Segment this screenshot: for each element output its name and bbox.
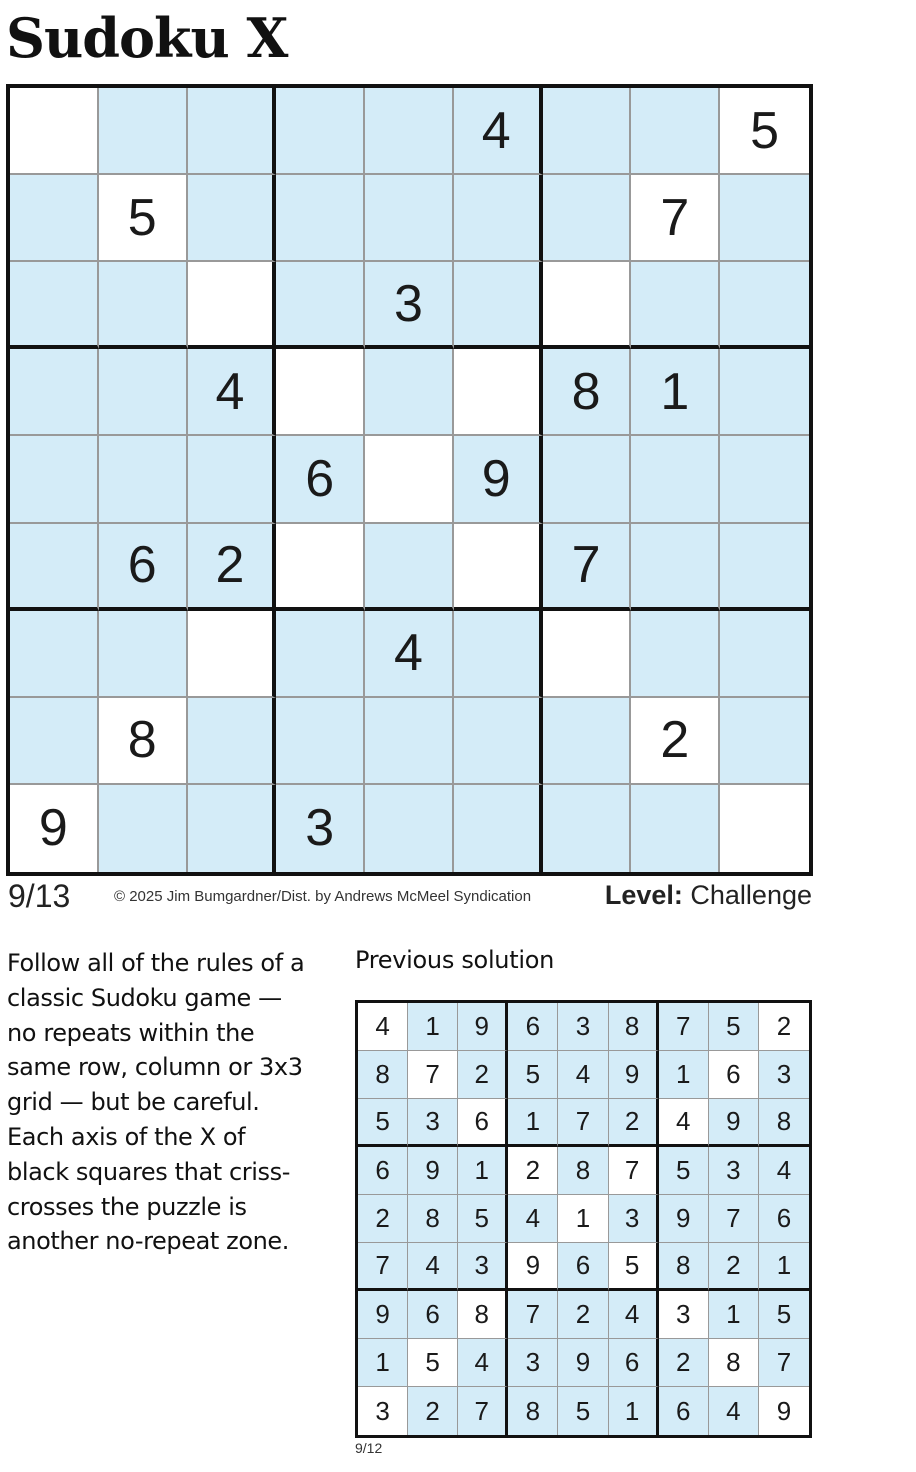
solution-cell-r2c5: 4 bbox=[558, 1051, 608, 1099]
puzzle-cell-r7c7[interactable] bbox=[543, 611, 632, 698]
puzzle-cell-r9c8[interactable] bbox=[631, 785, 720, 872]
solution-cell-r4c4: 2 bbox=[508, 1147, 558, 1195]
solution-cell-r6c8: 2 bbox=[709, 1243, 759, 1291]
puzzle-cell-r1c7[interactable] bbox=[543, 88, 632, 175]
puzzle-cell-r1c6[interactable]: 4 bbox=[454, 88, 543, 175]
solution-cell-r1c1: 4 bbox=[358, 1003, 408, 1051]
puzzle-cell-r4c2[interactable] bbox=[99, 349, 188, 436]
puzzle-cell-r8c8[interactable]: 2 bbox=[631, 698, 720, 785]
puzzle-cell-r8c1[interactable] bbox=[10, 698, 99, 785]
puzzle-cell-r3c5[interactable]: 3 bbox=[365, 262, 454, 349]
puzzle-cell-r5c4[interactable]: 6 bbox=[276, 436, 365, 523]
previous-solution-title: Previous solution bbox=[355, 946, 554, 974]
puzzle-cell-r1c3[interactable] bbox=[188, 88, 277, 175]
solution-cell-r2c1: 8 bbox=[358, 1051, 408, 1099]
puzzle-cell-r7c6[interactable] bbox=[454, 611, 543, 698]
puzzle-cell-r6c7[interactable]: 7 bbox=[543, 524, 632, 611]
puzzle-cell-r7c8[interactable] bbox=[631, 611, 720, 698]
puzzle-cell-r5c3[interactable] bbox=[188, 436, 277, 523]
puzzle-cell-r4c5[interactable] bbox=[365, 349, 454, 436]
solution-cell-r4c1: 6 bbox=[358, 1147, 408, 1195]
solution-cell-r2c9: 3 bbox=[759, 1051, 809, 1099]
puzzle-cell-r4c6[interactable] bbox=[454, 349, 543, 436]
solution-cell-r7c5: 2 bbox=[558, 1291, 608, 1339]
solution-cell-r8c1: 1 bbox=[358, 1339, 408, 1387]
solution-cell-r5c2: 8 bbox=[408, 1195, 458, 1243]
solution-cell-r5c5: 1 bbox=[558, 1195, 608, 1243]
puzzle-cell-r2c5[interactable] bbox=[365, 175, 454, 262]
solution-cell-r6c3: 3 bbox=[458, 1243, 508, 1291]
puzzle-cell-r9c9[interactable] bbox=[720, 785, 809, 872]
puzzle-cell-r8c4[interactable] bbox=[276, 698, 365, 785]
solution-cell-r1c7: 7 bbox=[659, 1003, 709, 1051]
solution-cell-r3c8: 9 bbox=[709, 1099, 759, 1147]
puzzle-cell-r5c2[interactable] bbox=[99, 436, 188, 523]
puzzle-cell-r1c5[interactable] bbox=[365, 88, 454, 175]
solution-cell-r5c4: 4 bbox=[508, 1195, 558, 1243]
puzzle-cell-r2c3[interactable] bbox=[188, 175, 277, 262]
puzzle-cell-r3c8[interactable] bbox=[631, 262, 720, 349]
solution-cell-r6c6: 5 bbox=[609, 1243, 659, 1291]
puzzle-cell-r4c4[interactable] bbox=[276, 349, 365, 436]
solution-cell-r6c7: 8 bbox=[659, 1243, 709, 1291]
puzzle-cell-r3c9[interactable] bbox=[720, 262, 809, 349]
level-value: Challenge bbox=[690, 880, 812, 910]
puzzle-cell-r3c3[interactable] bbox=[188, 262, 277, 349]
puzzle-cell-r8c7[interactable] bbox=[543, 698, 632, 785]
puzzle-cell-r7c9[interactable] bbox=[720, 611, 809, 698]
puzzle-cell-r8c9[interactable] bbox=[720, 698, 809, 785]
puzzle-cell-r3c7[interactable] bbox=[543, 262, 632, 349]
solution-cell-r4c9: 4 bbox=[759, 1147, 809, 1195]
solution-cell-r6c5: 6 bbox=[558, 1243, 608, 1291]
puzzle-cell-r6c9[interactable] bbox=[720, 524, 809, 611]
puzzle-cell-r2c4[interactable] bbox=[276, 175, 365, 262]
solution-cell-r9c2: 2 bbox=[408, 1387, 458, 1435]
puzzle-cell-r7c3[interactable] bbox=[188, 611, 277, 698]
puzzle-cell-r5c8[interactable] bbox=[631, 436, 720, 523]
puzzle-cell-r3c1[interactable] bbox=[10, 262, 99, 349]
solution-cell-r5c9: 6 bbox=[759, 1195, 809, 1243]
solution-cell-r3c5: 7 bbox=[558, 1099, 608, 1147]
puzzle-cell-r5c6[interactable]: 9 bbox=[454, 436, 543, 523]
solution-cell-r7c9: 5 bbox=[759, 1291, 809, 1339]
puzzle-cell-r3c4[interactable] bbox=[276, 262, 365, 349]
solution-cell-r5c6: 3 bbox=[609, 1195, 659, 1243]
solution-cell-r9c9: 9 bbox=[759, 1387, 809, 1435]
puzzle-cell-r4c3[interactable]: 4 bbox=[188, 349, 277, 436]
puzzle-cell-r2c9[interactable] bbox=[720, 175, 809, 262]
puzzle-cell-r1c4[interactable] bbox=[276, 88, 365, 175]
puzzle-cell-r6c6[interactable] bbox=[454, 524, 543, 611]
solution-cell-r3c3: 6 bbox=[458, 1099, 508, 1147]
solution-cell-r9c8: 4 bbox=[709, 1387, 759, 1435]
puzzle-cell-r6c5[interactable] bbox=[365, 524, 454, 611]
solution-cell-r9c5: 5 bbox=[558, 1387, 608, 1435]
solution-cell-r5c7: 9 bbox=[659, 1195, 709, 1243]
puzzle-cell-r6c8[interactable] bbox=[631, 524, 720, 611]
puzzle-cell-r6c2[interactable]: 6 bbox=[99, 524, 188, 611]
puzzle-cell-r3c2[interactable] bbox=[99, 262, 188, 349]
puzzle-cell-r4c7[interactable]: 8 bbox=[543, 349, 632, 436]
rules-text: Follow all of the rules of a classic Sudoku game — no repeats within the same row, column or 3x3 grid — but be careful. Each axis of the X of black squares that criss-crosses the puzzle is another no-repeat zone. bbox=[7, 949, 305, 1256]
solution-cell-r1c9: 2 bbox=[759, 1003, 809, 1051]
puzzle-cell-r7c4[interactable] bbox=[276, 611, 365, 698]
solution-cell-r4c6: 7 bbox=[609, 1147, 659, 1195]
puzzle-cell-r2c7[interactable] bbox=[543, 175, 632, 262]
puzzle-cell-r7c5[interactable]: 4 bbox=[365, 611, 454, 698]
solution-cell-r4c2: 9 bbox=[408, 1147, 458, 1195]
solution-cell-r7c1: 9 bbox=[358, 1291, 408, 1339]
previous-solution-grid bbox=[355, 1000, 812, 1438]
puzzle-cell-r9c6[interactable] bbox=[454, 785, 543, 872]
solution-cell-r3c1: 5 bbox=[358, 1099, 408, 1147]
puzzle-cell-r9c2[interactable] bbox=[99, 785, 188, 872]
solution-cell-r8c6: 6 bbox=[609, 1339, 659, 1387]
solution-cell-r1c8: 5 bbox=[709, 1003, 759, 1051]
puzzle-cell-r7c1[interactable] bbox=[10, 611, 99, 698]
puzzle-cell-r6c4[interactable] bbox=[276, 524, 365, 611]
solution-cell-r9c7: 6 bbox=[659, 1387, 709, 1435]
solution-cell-r3c7: 4 bbox=[659, 1099, 709, 1147]
puzzle-cell-r9c4[interactable]: 3 bbox=[276, 785, 365, 872]
puzzle-cell-r9c1[interactable]: 9 bbox=[10, 785, 99, 872]
solution-cell-r9c3: 7 bbox=[458, 1387, 508, 1435]
solution-cell-r5c8: 7 bbox=[709, 1195, 759, 1243]
solution-cell-r1c2: 1 bbox=[408, 1003, 458, 1051]
solution-cell-r2c7: 1 bbox=[659, 1051, 709, 1099]
solution-cell-r5c3: 5 bbox=[458, 1195, 508, 1243]
puzzle-cell-r6c1[interactable] bbox=[10, 524, 99, 611]
solution-cell-r6c4: 9 bbox=[508, 1243, 558, 1291]
puzzle-cell-r9c3[interactable] bbox=[188, 785, 277, 872]
solution-cell-r2c2: 7 bbox=[408, 1051, 458, 1099]
solution-cell-r7c3: 8 bbox=[458, 1291, 508, 1339]
solution-cell-r7c2: 6 bbox=[408, 1291, 458, 1339]
puzzle-cell-r4c1[interactable] bbox=[10, 349, 99, 436]
puzzle-cell-r7c2[interactable] bbox=[99, 611, 188, 698]
puzzle-cell-r4c8[interactable]: 1 bbox=[631, 349, 720, 436]
puzzle-cell-r1c8[interactable] bbox=[631, 88, 720, 175]
solution-cell-r7c6: 4 bbox=[609, 1291, 659, 1339]
solution-cell-r8c8: 8 bbox=[709, 1339, 759, 1387]
puzzle-cell-r5c7[interactable] bbox=[543, 436, 632, 523]
solution-cell-r6c9: 1 bbox=[759, 1243, 809, 1291]
solution-cell-r4c7: 5 bbox=[659, 1147, 709, 1195]
solution-cell-r1c6: 8 bbox=[609, 1003, 659, 1051]
puzzle-cell-r6c3[interactable]: 2 bbox=[188, 524, 277, 611]
puzzle-cell-r1c9[interactable]: 5 bbox=[720, 88, 809, 175]
solution-cell-r8c4: 3 bbox=[508, 1339, 558, 1387]
solution-cell-r7c4: 7 bbox=[508, 1291, 558, 1339]
puzzle-cell-r5c9[interactable] bbox=[720, 436, 809, 523]
solution-cell-r2c4: 5 bbox=[508, 1051, 558, 1099]
page-title: Sudoku X bbox=[6, 6, 288, 70]
solution-cell-r8c3: 4 bbox=[458, 1339, 508, 1387]
solution-cell-r8c7: 2 bbox=[659, 1339, 709, 1387]
solution-cell-r1c4: 6 bbox=[508, 1003, 558, 1051]
solution-cell-r9c1: 3 bbox=[358, 1387, 408, 1435]
level-label: Level: bbox=[604, 880, 683, 910]
puzzle-cell-r9c7[interactable] bbox=[543, 785, 632, 872]
solution-cell-r1c5: 3 bbox=[558, 1003, 608, 1051]
solution-cell-r2c8: 6 bbox=[709, 1051, 759, 1099]
solution-cell-r4c8: 3 bbox=[709, 1147, 759, 1195]
solution-cell-r3c2: 3 bbox=[408, 1099, 458, 1147]
puzzle-cell-r2c8[interactable]: 7 bbox=[631, 175, 720, 262]
puzzle-cell-r5c1[interactable] bbox=[10, 436, 99, 523]
solution-cell-r2c6: 9 bbox=[609, 1051, 659, 1099]
puzzle-cell-r8c6[interactable] bbox=[454, 698, 543, 785]
puzzle-cell-r1c2[interactable] bbox=[99, 88, 188, 175]
puzzle-cell-r3c6[interactable] bbox=[454, 262, 543, 349]
solution-cell-r7c7: 3 bbox=[659, 1291, 709, 1339]
puzzle-cell-r2c6[interactable] bbox=[454, 175, 543, 262]
puzzle-cell-r1c1[interactable] bbox=[10, 88, 99, 175]
solution-cell-r8c2: 5 bbox=[408, 1339, 458, 1387]
solution-cell-r4c3: 1 bbox=[458, 1147, 508, 1195]
difficulty-level bbox=[605, 880, 812, 911]
puzzle-cell-r8c3[interactable] bbox=[188, 698, 277, 785]
solution-cell-r6c1: 7 bbox=[358, 1243, 408, 1291]
puzzle-grid bbox=[6, 84, 813, 876]
solution-cell-r7c8: 1 bbox=[709, 1291, 759, 1339]
solution-cell-r8c5: 9 bbox=[558, 1339, 608, 1387]
solution-cell-r4c5: 8 bbox=[558, 1147, 608, 1195]
puzzle-cell-r2c2[interactable]: 5 bbox=[99, 175, 188, 262]
solution-cell-r5c1: 2 bbox=[358, 1195, 408, 1243]
previous-solution-date: 9/12 bbox=[355, 1440, 383, 1456]
solution-cell-r9c6: 1 bbox=[609, 1387, 659, 1435]
puzzle-cell-r2c1[interactable] bbox=[10, 175, 99, 262]
puzzle-cell-r8c5[interactable] bbox=[365, 698, 454, 785]
solution-cell-r3c4: 1 bbox=[508, 1099, 558, 1147]
puzzle-cell-r4c9[interactable] bbox=[720, 349, 809, 436]
solution-cell-r6c2: 4 bbox=[408, 1243, 458, 1291]
copyright-notice: © 2025 Jim Bumgardner/Dist. by Andrews McMeel Syndication bbox=[114, 888, 532, 905]
solution-cell-r8c9: 7 bbox=[759, 1339, 809, 1387]
solution-cell-r2c3: 2 bbox=[458, 1051, 508, 1099]
solution-cell-r3c9: 8 bbox=[759, 1099, 809, 1147]
puzzle-cell-r8c2[interactable]: 8 bbox=[99, 698, 188, 785]
puzzle-date: 9/13 bbox=[8, 878, 71, 914]
puzzle-cell-r5c5[interactable] bbox=[365, 436, 454, 523]
puzzle-cell-r9c5[interactable] bbox=[365, 785, 454, 872]
solution-cell-r3c6: 2 bbox=[609, 1099, 659, 1147]
solution-cell-r9c4: 8 bbox=[508, 1387, 558, 1435]
solution-cell-r1c3: 9 bbox=[458, 1003, 508, 1051]
